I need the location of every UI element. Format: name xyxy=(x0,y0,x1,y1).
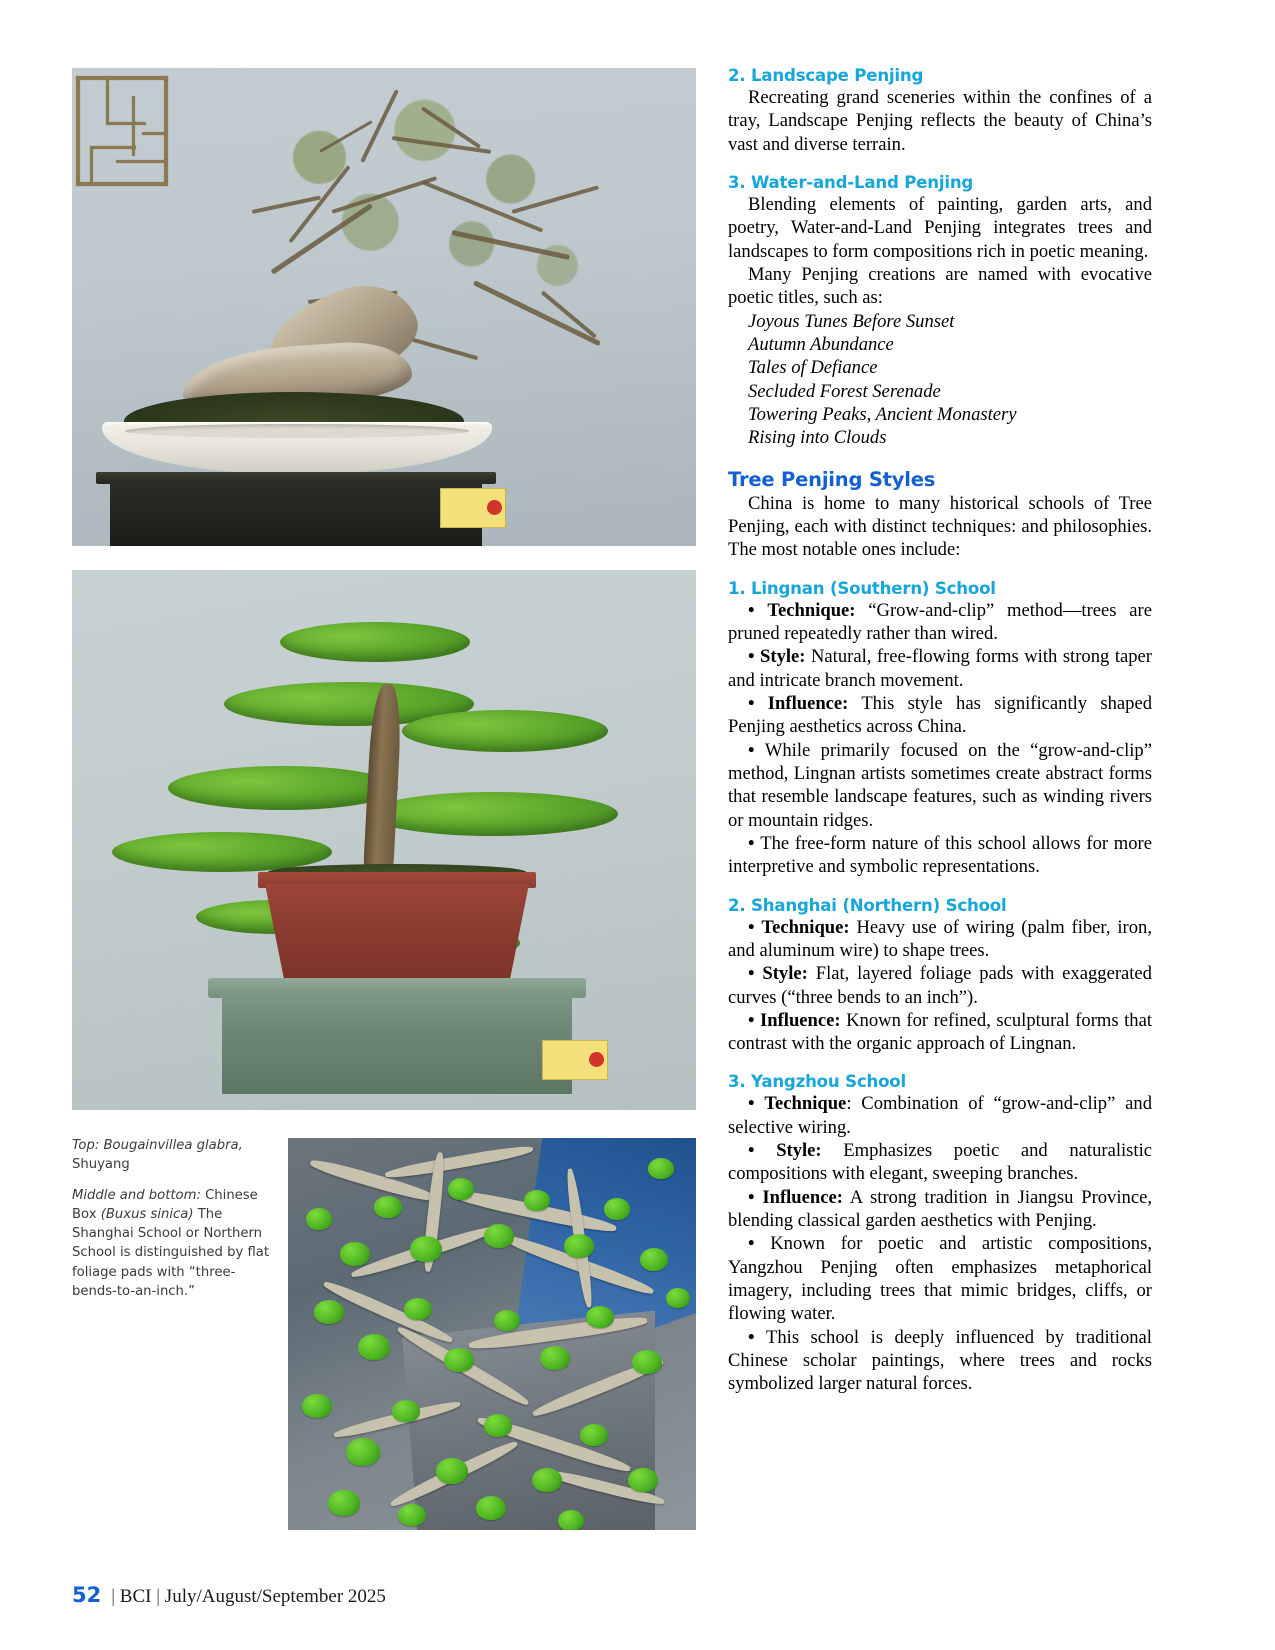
bullet-text: Natural, free-flowing forms with strong taper and intricate branch movement. xyxy=(728,646,1152,691)
caption-lead: Top: xyxy=(72,1138,100,1153)
caption-common-name: Chinese Box xyxy=(72,1187,258,1222)
caption-description: The Shanghai School or Northern School is distinguished by flat foliage pads with “three-bends-to-an-inch.” xyxy=(72,1206,270,1299)
bullet-lingnan-free-form: • The free-form nature of this school allows for more interpretive and symbolic representations. xyxy=(728,832,1152,878)
bullet-text: Flat, layered foliage pads with exaggerated curves (“three bends to an inch”). xyxy=(728,963,1152,1008)
heading-yangzhou-school: 3. Yangzhou School xyxy=(728,1072,906,1092)
photo-bougainvillea-glabra xyxy=(72,68,696,546)
award-seal-icon xyxy=(589,1052,604,1067)
bullet-label: Influence: xyxy=(767,692,849,714)
caption-latin-name: (Buxus sinica) xyxy=(100,1206,194,1222)
list-item: Joyous Tunes Before Sunset xyxy=(748,310,955,332)
list-item: Rising into Clouds xyxy=(748,427,887,449)
bullet-yangzhou-metaphorical: • Known for poetic and artistic compositions, Yangzhou Penjing often emphasizes metaphorical imagery, including trees that mimic bridges, cliffs, or flowing water. xyxy=(728,1233,1152,1325)
bullet-lingnan-influence: • Influence: This style has significantly shaped Penjing aesthetics across China. xyxy=(728,692,1152,738)
bullet-shanghai-technique: • Technique: Heavy use of wiring (palm fiber, iron, and aluminum wire) to shape trees. xyxy=(728,916,1152,961)
footer-line xyxy=(111,1586,386,1608)
bullet-text: : Combination of “grow-and-clip” and selective wiring. xyxy=(728,1093,1152,1138)
bullet-lingnan-style: • Style: Natural, free-flowing forms with strong taper and intricate branch movement. xyxy=(728,646,1152,691)
rectangular-bonsai-pot xyxy=(265,884,529,990)
page-number: 52 xyxy=(72,1583,102,1607)
list-item: Tales of Defiance xyxy=(748,357,878,379)
bullet-shanghai-influence: • Influence: Known for refined, sculptural forms that contrast with the organic approach of Lingnan. xyxy=(728,1009,1152,1055)
photo-captions xyxy=(72,1136,270,1312)
paragraph-water-and-land-2: Many Penjing creations are named with evocative poetic titles, such as: xyxy=(728,263,1152,309)
bullet-yangzhou-scholar-paintings: • This school is deeply influenced by traditional Chinese scholar paintings, where trees and rocks symbolized larger natural forces. xyxy=(728,1326,1152,1395)
bullet-shanghai-style: • Style: Flat, layered foliage pads with exaggerated curves (“three bends to an inch”). xyxy=(728,963,1152,1008)
award-seal-icon xyxy=(487,500,502,515)
caption-location: Shuyang xyxy=(72,1157,130,1173)
bullet-text: A strong tradition in Jiangsu Province, blending classical garden aesthetics with Penjing. xyxy=(728,1186,1152,1232)
footer-separator: | xyxy=(111,1586,116,1607)
caption-species: Bougainvillea glabra, xyxy=(99,1138,243,1153)
paragraph-landscape-penjing: Recreating grand sceneries within the confines of a tray, Landscape Penjing reflects the beauty of China’s vast and diverse terrain. xyxy=(728,87,1152,155)
bullet-label: Style: xyxy=(776,1140,822,1162)
bullet-lingnan-abstract-forms: • While primarily focused on the “grow-and-clip” method, Lingnan artists sometimes create abstract forms that resemble landscape features, such as winding rivers or mountain ridges. xyxy=(728,739,1152,831)
exhibit-award-tag xyxy=(542,1040,608,1080)
bullet-text: Heavy use of wiring (palm fiber, iron, and aluminum wire) to shape trees. xyxy=(728,916,1152,961)
heading-lingnan-school: 1. Lingnan (Southern) School xyxy=(728,578,996,598)
caption-middle-bottom xyxy=(72,1186,270,1302)
bullet-lingnan-technique: • Technique: “Grow-and-clip” method—trees are pruned repeatedly rather than wired. xyxy=(728,599,1152,644)
list-item: Autumn Abundance xyxy=(748,333,894,355)
bullet-label: Influence: xyxy=(762,1186,843,1208)
heading-shanghai-school: 2. Shanghai (Northern) School xyxy=(728,895,1007,915)
display-stand xyxy=(110,478,482,546)
bullet-label: Technique xyxy=(764,1093,847,1115)
list-item: Secluded Forest Serenade xyxy=(748,380,941,402)
bullet-label: Style: xyxy=(762,963,808,985)
photo-chinese-box-detail xyxy=(288,1138,696,1530)
bullet-text: Known for refined, sculptural forms that contrast with the organic approach of Lingnan. xyxy=(728,1009,1152,1055)
bullet-yangzhou-technique: • Technique: Combination of “grow-and-clip” and selective wiring. xyxy=(728,1093,1152,1138)
bullet-label: Technique: xyxy=(767,599,856,621)
display-stand xyxy=(222,990,572,1094)
bullet-label: Influence: xyxy=(760,1009,841,1031)
photo-chinese-box-full-tree xyxy=(72,570,696,1110)
bullet-text: While primarily focused on the “grow-and-clip” method, Lingnan artists sometimes create abstract forms that resemble landscape features, such as winding rivers or mountain ridges. xyxy=(728,739,1152,831)
page-footer xyxy=(72,1583,386,1608)
bullet-yangzhou-influence: • Influence: A strong tradition in Jiangsu Province, blending classical garden aesthetics with Penjing. xyxy=(728,1186,1152,1232)
heading-water-and-land-penjing: 3. Water-and-Land Penjing xyxy=(728,172,974,192)
bullet-label: Technique: xyxy=(761,916,850,938)
bullet-text: Known for poetic and artistic compositions, Yangzhou Penjing often emphasizes metaphorical imagery, including trees that mimic bridges, cliffs, or flowing water. xyxy=(728,1233,1152,1325)
bullet-text: This school is deeply influenced by traditional Chinese scholar paintings, where trees and rocks symbolized larger natural forces. xyxy=(728,1326,1152,1395)
bullet-text: The free-form nature of this school allows for more interpretive and symbolic representations. xyxy=(728,832,1152,878)
heading-tree-penjing-styles: Tree Penjing Styles xyxy=(728,467,936,491)
paragraph-water-and-land-1: Blending elements of painting, garden arts, and poetry, Water-and-Land Penjing integrates trees and landscapes to form compositions rich in poetic meaning. xyxy=(728,193,1152,262)
footer-separator: | xyxy=(156,1586,161,1607)
caption-lead: Middle and bottom: xyxy=(72,1187,201,1203)
bullet-text: This style has significantly shaped Penjing aesthetics across China. xyxy=(728,692,1152,738)
bullet-text: Emphasizes poetic and naturalistic compositions with elegant, sweeping branches. xyxy=(728,1140,1152,1185)
poetic-titles-list xyxy=(728,310,1152,450)
heading-landscape-penjing: 2. Landscape Penjing xyxy=(728,66,924,85)
list-item: Towering Peaks, Ancient Monastery xyxy=(748,403,1017,425)
paragraph-tree-penjing-styles: China is home to many historical schools of Tree Penjing, each with distinct techniques: and philosophies. The most notable ones include: xyxy=(728,492,1152,561)
exhibit-award-tag xyxy=(440,488,506,528)
bullet-yangzhou-style: • Style: Emphasizes poetic and naturalistic compositions with elegant, sweeping branches. xyxy=(728,1140,1152,1185)
footer-publication: BCI xyxy=(119,1586,152,1607)
bullet-label: Style: xyxy=(760,646,806,668)
footer-issue: July/August/September 2025 xyxy=(164,1586,386,1607)
caption-top xyxy=(72,1136,270,1175)
article-body-column xyxy=(728,66,1152,1396)
box-foliage-leaves xyxy=(288,1138,696,1530)
lattice-window-decor xyxy=(76,76,168,186)
bullet-text: “Grow-and-clip” method—trees are pruned repeatedly rather than wired. xyxy=(728,599,1152,644)
